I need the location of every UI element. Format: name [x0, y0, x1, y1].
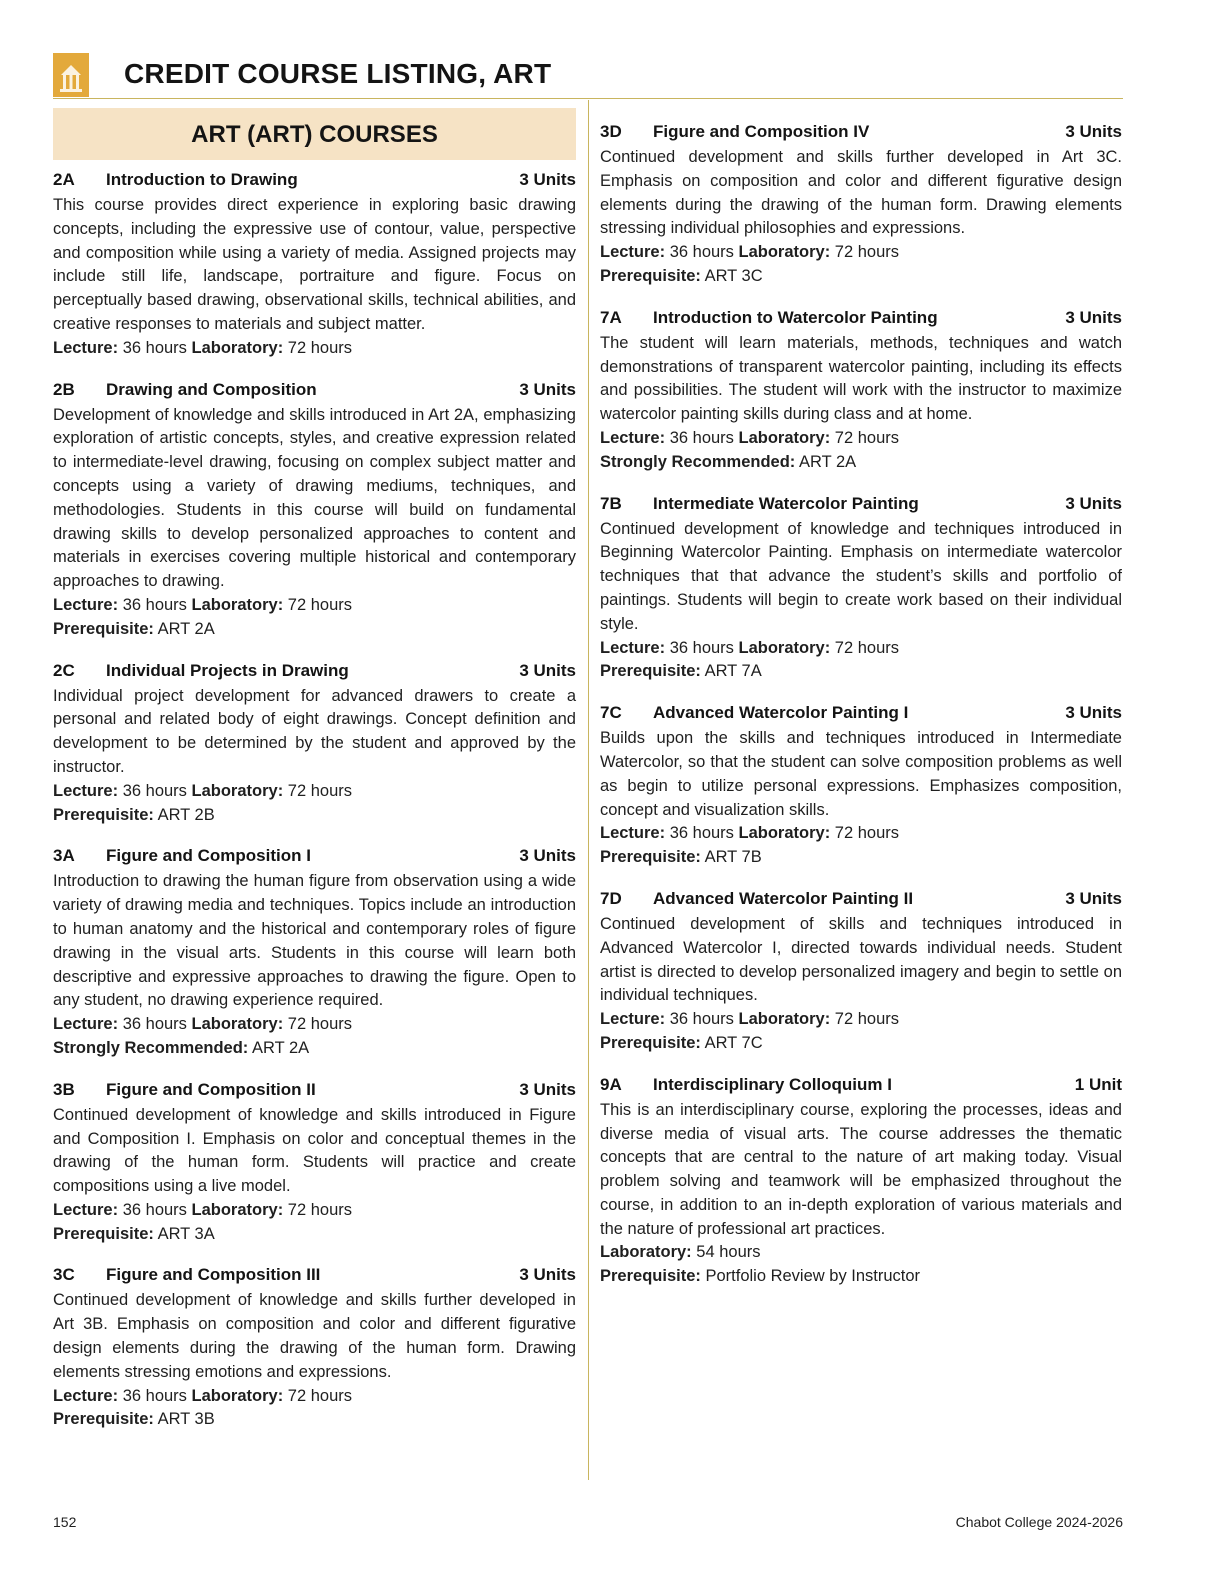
laboratory-hours: 72 hours [834, 824, 900, 843]
laboratory-label: Laboratory: [738, 824, 831, 843]
laboratory-label: Laboratory: [600, 1243, 692, 1262]
lecture-label: Lecture: [53, 338, 119, 357]
course-description: Continued development of knowledge and skills introduced in Figure and Composition I. Emphasis on color and conceptual themes in the drawing of the human form. Students will practice and create compositions using a live model. [53, 1105, 576, 1196]
laboratory-hours: 72 hours [287, 781, 353, 800]
laboratory-hours: 72 hours [834, 1010, 900, 1029]
hours-line [53, 594, 576, 618]
course-units: 1 Unit [1074, 1074, 1122, 1094]
requirement-line [600, 660, 1122, 684]
requirement-value: ART 3A [157, 1224, 215, 1243]
lecture-label: Lecture: [600, 638, 666, 657]
requirement-line [53, 1408, 576, 1432]
course-description: Builds upon the skills and techniques introduced in Intermediate Watercolor, so that the student can solve composition problems as well as begin to utilize personal expressions. Emphasizes composition, concept and visualization skills. [600, 729, 1122, 819]
course-number: 7C [600, 703, 622, 723]
course-entry [600, 306, 1122, 475]
course-header [600, 306, 1122, 330]
course-number: 3B [53, 1079, 75, 1099]
course-entry [600, 492, 1122, 685]
course-title: Figure and Composition II [106, 1079, 316, 1099]
course-units: 3 Units [519, 846, 576, 866]
laboratory-label: Laboratory: [191, 1015, 284, 1034]
hours-line [600, 241, 1122, 265]
requirement-line [600, 1032, 1122, 1056]
requirement-value: ART 2A [251, 1038, 310, 1057]
laboratory-hours: 72 hours [287, 595, 353, 614]
lecture-label: Lecture: [53, 1386, 119, 1405]
course-entry [53, 378, 576, 642]
right-column [600, 120, 1122, 1306]
course-description: This course provides direct experience in exploring basic drawing concepts, including the expressive use of contour, value, perspective and composition while using a variety of media. Assigned projects may include still life, landscape, portraiture and figure. Focus on perceptually based drawing, observational skills, technical abilities, and creative responses to materials and subject matter. [53, 196, 576, 333]
course-units: 3 Units [1065, 888, 1122, 908]
laboratory-hours: 72 hours [287, 1015, 353, 1034]
laboratory-hours: 72 hours [287, 338, 353, 357]
laboratory-label: Laboratory: [191, 781, 284, 800]
course-units: 3 Units [1065, 122, 1122, 141]
course-title: Figure and Composition III [106, 1265, 321, 1285]
course-title: Figure and Composition I [106, 846, 311, 866]
laboratory-label: Laboratory: [191, 595, 284, 614]
lecture-hours: 36 hours [122, 338, 187, 357]
course-number: 7D [600, 888, 622, 908]
lecture-label: Lecture: [53, 1015, 119, 1034]
course-title: Drawing and Composition [106, 379, 317, 399]
course-number: 3C [53, 1265, 75, 1285]
lecture-label: Lecture: [53, 781, 119, 800]
left-column [53, 108, 576, 1449]
course-entry [53, 168, 576, 361]
course-units: 3 Units [1065, 493, 1122, 513]
course-units: 3 Units [1065, 307, 1122, 327]
hours-line [600, 427, 1122, 451]
requirement-label: Prerequisite: [53, 1224, 154, 1243]
page-title: CREDIT COURSE LISTING, ART [124, 58, 552, 89]
requirement-label: Prerequisite: [600, 266, 701, 285]
course-description: Development of knowledge and skills introduced in Art 2A, emphasizing exploration of artistic concepts, styles, and creative expression related to intermediate-level drawing, focusing on complex subject matter and concepts using a variety of drawing mediums, techniques, and methodologies. Students in this course will build on fundamental drawing skills to develop personalized approaches to content and materials in exercises covering multiple historical and contemporary approaches to drawing. [53, 405, 576, 591]
course-description: Continued development of skills and techniques introduced in Advanced Watercolor I, directed towards individual needs. Student artist is directed to develop personalized imagery and begin to settle on individual techniques. [600, 914, 1122, 1005]
course-header [600, 1073, 1122, 1097]
hours-line [53, 1199, 576, 1223]
course-description: Continued development and skills further developed in Art 3C. Emphasis on composition and color and different figurative design elements during the drawing of the human form. Drawing elements stressing individual philosophies and expressions. [600, 148, 1122, 238]
lecture-label: Lecture: [600, 824, 666, 843]
requirement-label: Prerequisite: [600, 848, 701, 867]
lecture-hours: 36 hours [669, 428, 734, 447]
lecture-label: Lecture: [600, 1010, 666, 1029]
requirement-value: ART 7C [704, 1033, 763, 1052]
laboratory-hours: 72 hours [287, 1200, 353, 1219]
laboratory-hours: 72 hours [287, 1386, 353, 1405]
hours-line [53, 337, 576, 361]
lecture-hours: 36 hours [669, 638, 734, 657]
course-header [600, 492, 1122, 516]
course-header [53, 659, 576, 683]
requirement-label: Prerequisite: [53, 805, 154, 824]
course-title: Introduction to Watercolor Painting [653, 307, 938, 327]
page-number: 152 [53, 1514, 77, 1530]
lecture-hours: 36 hours [122, 1015, 187, 1034]
course-units: 3 Units [519, 1079, 576, 1099]
course-entry [53, 1078, 576, 1247]
course-title: Interdisciplinary Colloquium I [653, 1074, 892, 1094]
course-units: 3 Units [519, 170, 576, 189]
laboratory-hours: 54 hours [696, 1243, 761, 1262]
requirement-line [600, 265, 1122, 289]
hours-line [600, 1241, 1122, 1265]
requirement-value: ART 2A [157, 619, 215, 638]
course-list-right [600, 120, 1122, 1289]
laboratory-label: Laboratory: [191, 1386, 284, 1405]
requirement-line [600, 451, 1122, 475]
laboratory-label: Laboratory: [738, 638, 831, 657]
lecture-hours: 36 hours [669, 824, 734, 843]
requirement-line [53, 804, 576, 828]
course-units: 3 Units [519, 1265, 576, 1285]
course-header [53, 844, 576, 868]
requirement-label: Prerequisite: [600, 1033, 701, 1052]
course-entry [53, 659, 576, 828]
requirement-line [53, 1037, 576, 1061]
laboratory-hours: 72 hours [834, 638, 900, 657]
course-title: Figure and Composition IV [653, 122, 870, 141]
requirement-line [53, 1223, 576, 1247]
college-logo-icon [53, 53, 89, 97]
course-number: 7B [600, 493, 622, 513]
course-description: Continued development of knowledge and techniques introduced in Beginning Watercolor Painting. Emphasis on intermediate watercolor techniques that that advance the student’s skills and portfolio of paintings. Students will begin to create work based on their individual style. [600, 519, 1122, 633]
course-entry [53, 844, 576, 1060]
course-number: 9A [600, 1074, 622, 1094]
column-divider [588, 100, 589, 1480]
course-title: Intermediate Watercolor Painting [653, 493, 919, 513]
laboratory-label: Laboratory: [738, 1010, 831, 1029]
lecture-hours: 36 hours [122, 781, 187, 800]
lecture-label: Lecture: [600, 243, 666, 262]
laboratory-label: Laboratory: [738, 243, 831, 262]
title-divider [53, 98, 1123, 99]
laboratory-label: Laboratory: [191, 1200, 284, 1219]
requirement-label: Prerequisite: [600, 1267, 701, 1286]
requirement-value: ART 3C [704, 266, 763, 285]
requirement-value: ART 2B [157, 805, 215, 824]
laboratory-label: Laboratory: [738, 428, 831, 447]
course-header [600, 701, 1122, 725]
requirement-label: Prerequisite: [53, 619, 154, 638]
requirement-value: Portfolio Review by Instructor [705, 1267, 921, 1286]
lecture-hours: 36 hours [669, 243, 734, 262]
course-number: 3A [53, 846, 75, 866]
course-units: 3 Units [1065, 703, 1122, 723]
laboratory-label: Laboratory: [191, 338, 284, 357]
laboratory-hours: 72 hours [834, 243, 900, 262]
requirement-label: Strongly Recommended: [600, 452, 796, 471]
lecture-hours: 36 hours [669, 1010, 734, 1029]
lecture-hours: 36 hours [122, 595, 187, 614]
course-units: 3 Units [519, 379, 576, 399]
hours-line [53, 780, 576, 804]
requirement-label: Prerequisite: [53, 1410, 154, 1429]
course-entry [600, 701, 1122, 870]
lecture-hours: 36 hours [122, 1386, 187, 1405]
requirement-line [600, 1265, 1122, 1289]
course-header [53, 378, 576, 402]
lecture-label: Lecture: [53, 1200, 119, 1219]
course-number: 2A [53, 170, 75, 189]
course-title: Advanced Watercolor Painting II [653, 888, 914, 908]
course-description: Individual project development for advanced drawers to create a personal and related body of eight drawings. Concept definition and development to be determined by the student and approved by the instructor. [53, 686, 576, 776]
publication-name: Chabot College 2024-2026 [955, 1514, 1123, 1530]
course-title: Advanced Watercolor Painting I [653, 703, 909, 723]
course-entry [600, 120, 1122, 289]
course-entry [600, 1073, 1122, 1289]
requirement-label: Prerequisite: [600, 662, 701, 681]
hours-line [600, 822, 1122, 846]
course-number: 7A [600, 307, 622, 327]
lecture-label: Lecture: [53, 595, 119, 614]
course-header [53, 1078, 576, 1102]
course-header [600, 887, 1122, 911]
course-description: The student will learn materials, methods, techniques and watch demonstrations of transparent watercolor painting, including its effects and possibilities. The student will work with the instructor to maximize watercolor painting skills during class and at home. [600, 333, 1122, 424]
course-title: Introduction to Drawing [106, 170, 298, 189]
course-number: 3D [600, 122, 622, 141]
course-header [53, 168, 576, 192]
hours-line [53, 1013, 576, 1037]
lecture-label: Lecture: [600, 428, 666, 447]
course-description: Introduction to drawing the human figure from observation using a wide variety of drawing media and techniques. Topics include an introduction to human anatomy and the historical and contemporary roles of figure drawing in the visual arts. Students in this course will learn both descriptive and expressive approaches to drawing the figure. Open to any student, no drawing experience required. [53, 872, 576, 1010]
course-description: This is an interdisciplinary course, exploring the processes, ideas and diverse media of visual arts. The course addresses the thematic concepts that are central to the nature of art making today. Visual problem solving and teamwork will be emphasized throughout the course, in addition to an in-depth exploration of various materials and the nature of professional art practices. [600, 1100, 1122, 1238]
requirement-label: Strongly Recommended: [53, 1038, 249, 1057]
requirement-value: ART 7A [704, 662, 762, 681]
course-units: 3 Units [519, 660, 576, 680]
laboratory-hours: 72 hours [834, 428, 900, 447]
hours-line [600, 637, 1122, 661]
requirement-value: ART 7B [704, 848, 762, 867]
course-entry [600, 887, 1122, 1056]
requirement-line [600, 846, 1122, 870]
course-header [53, 1263, 576, 1287]
requirement-value: ART 2A [798, 452, 857, 471]
course-list-left [53, 168, 576, 1432]
hours-line [53, 1385, 576, 1409]
requirement-value: ART 3B [157, 1410, 215, 1429]
section-heading: ART (ART) COURSES [53, 108, 576, 160]
course-number: 2C [53, 660, 75, 680]
course-description: Continued development of knowledge and skills further developed in Art 3B. Emphasis on composition and color and different figurative design elements during the drawing of the human form. Drawing elements stressing emotions and expressions. [53, 1291, 576, 1381]
course-title: Individual Projects in Drawing [106, 660, 349, 680]
hours-line [600, 1008, 1122, 1032]
course-entry [53, 1263, 576, 1432]
course-number: 2B [53, 379, 75, 399]
requirement-line [53, 618, 576, 642]
course-header [600, 120, 1122, 144]
lecture-hours: 36 hours [122, 1200, 187, 1219]
